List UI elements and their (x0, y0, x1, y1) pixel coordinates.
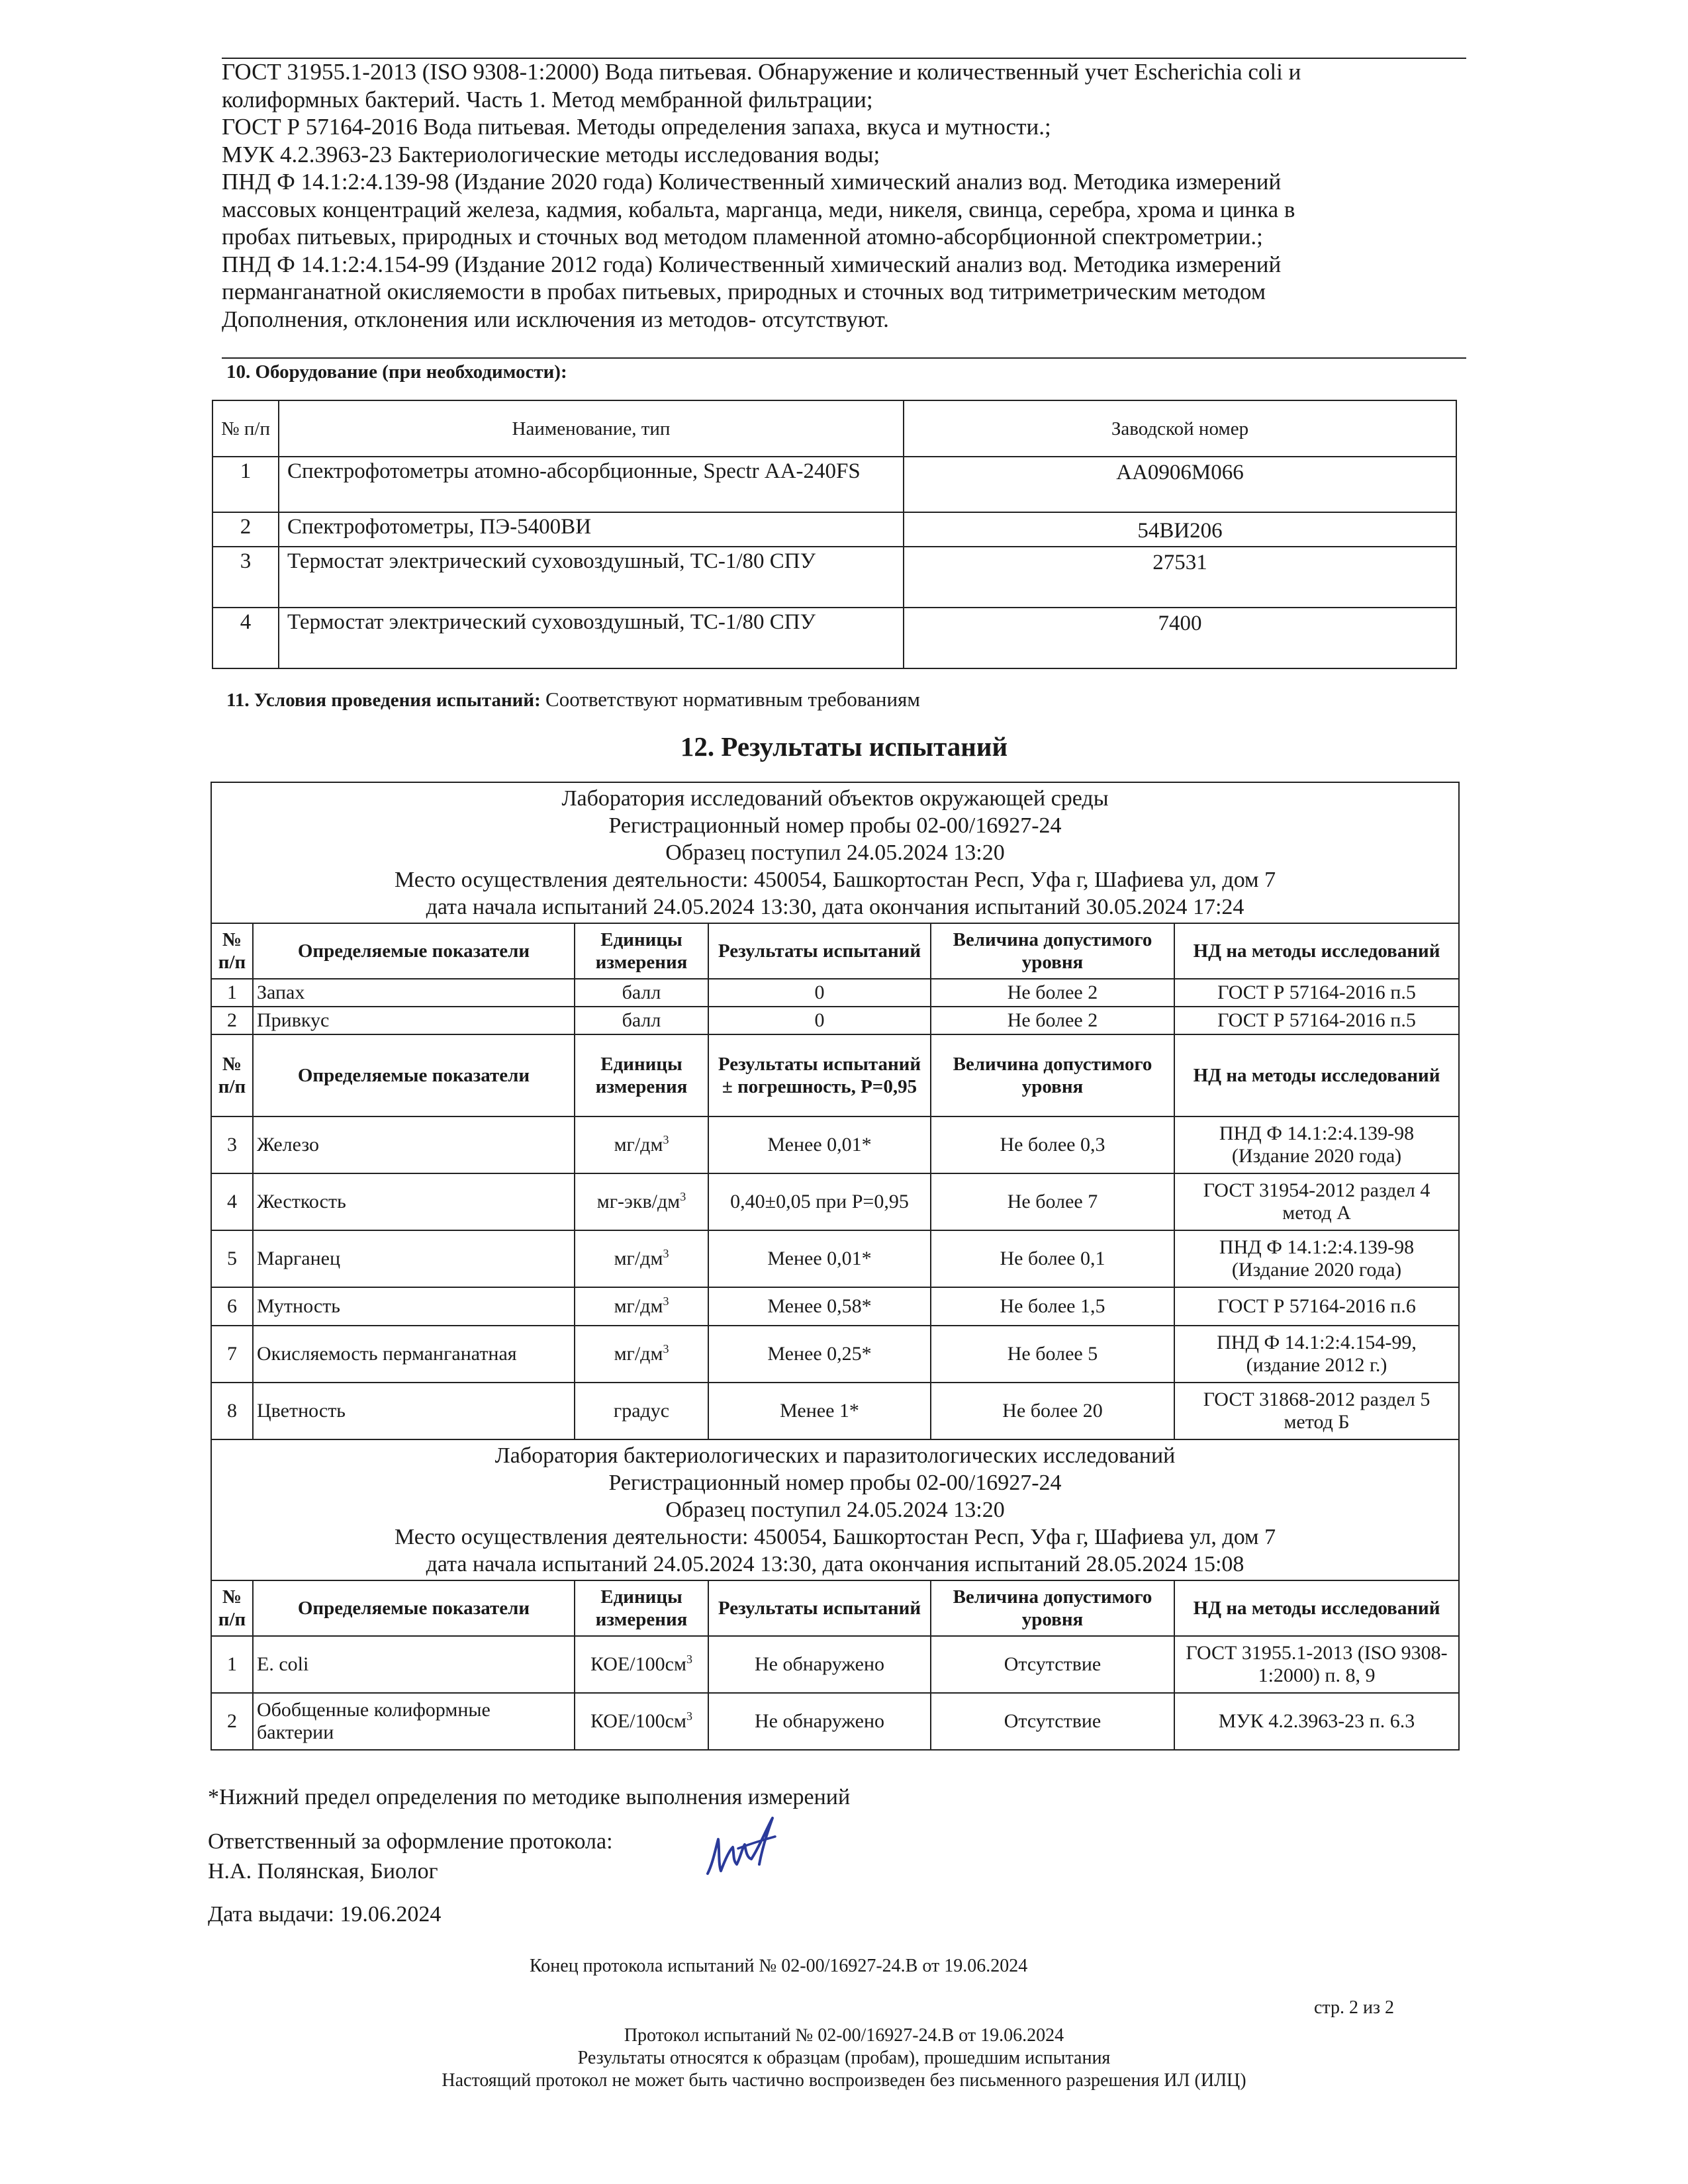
row-num: 2 (211, 1693, 253, 1750)
header-indicator: Определяемые показатели (253, 1580, 575, 1636)
header-units: Единицы измерения (575, 923, 708, 979)
row-unit (575, 1326, 708, 1383)
row-num: 8 (211, 1383, 253, 1439)
table-row (211, 1287, 1459, 1326)
footnote: *Нижний предел определения по методике выполнения измерений (208, 1785, 851, 1809)
row-result: Менее 0,01* (708, 1230, 931, 1287)
equipment-header-row (212, 400, 1456, 457)
row-limit: Не более 20 (931, 1383, 1174, 1439)
row-num: 1 (211, 1636, 253, 1693)
table-row (211, 1693, 1459, 1750)
row-unit (575, 1636, 708, 1693)
row-method: ГОСТ Р 57164-2016 п.5 (1174, 979, 1459, 1007)
equipment-num: 2 (212, 512, 279, 547)
row-method: ГОСТ Р 57164-2016 п.5 (1174, 1007, 1459, 1034)
footer-line: Результаты относятся к образцам (пробам), прошедшим испытания (577, 2048, 1111, 2068)
footer-line: Настоящий протокол не может быть частично воспроизведен без письменного разрешения ИЛ (ИЛЦ) (442, 2070, 1246, 2091)
row-result: Менее 1* (708, 1383, 931, 1439)
col-num-header: № п/п (212, 400, 279, 457)
table-row (211, 1636, 1459, 1693)
row-indicator: Цветность (253, 1383, 575, 1439)
row-result: Менее 0,01* (708, 1116, 931, 1173)
row-num: 1 (211, 979, 253, 1007)
equipment-name: Спектрофотометры атомно-абсорбционные, Spectr АА-240FS (279, 457, 904, 512)
row-num: 2 (211, 1007, 253, 1034)
methods-line: МУК 4.2.3963-23 Бактериологические методы исследования воды; (222, 141, 880, 167)
table-row (211, 979, 1459, 1007)
header-row (211, 1034, 1459, 1116)
header-num: № п/п (211, 1034, 253, 1116)
header-limit: Величина допустимого уровня (931, 1580, 1174, 1636)
header-indicator: Определяемые показатели (253, 923, 575, 979)
equipment-row (212, 608, 1456, 668)
row-result: Не обнаружено (708, 1693, 931, 1750)
row-indicator: Мутность (253, 1287, 575, 1326)
header-result: Результаты испытаний (708, 1580, 931, 1636)
unit-exponent: 3 (663, 1247, 669, 1260)
unit-exponent: 3 (663, 1133, 669, 1146)
results-table (211, 782, 1460, 1751)
row-result: Менее 0,58* (708, 1287, 931, 1326)
signature (698, 1810, 784, 1883)
table-row (211, 1007, 1459, 1034)
row-result: Менее 0,25* (708, 1326, 931, 1383)
header-num: № п/п (211, 923, 253, 979)
row-limit: Не более 1,5 (931, 1287, 1174, 1326)
protocol-end: Конец протокола испытаний № 02-00/16927-24.В от 19.06.2024 (530, 1956, 1028, 1976)
lab1-place: Место осуществления деятельности: 450054, Башкортостан Респ, Уфа г, Шафиева ул, дом 7 (394, 868, 1276, 892)
row-limit: Не более 5 (931, 1326, 1174, 1383)
unit-text: КОЕ/100см (590, 1653, 686, 1675)
header-num: № п/п (211, 1580, 253, 1636)
col-serial-header: Заводской номер (904, 400, 1456, 457)
unit-text: мг/дм (614, 1248, 663, 1269)
lab2-dates: дата начала испытаний 24.05.2024 13:30, дата окончания испытаний 28.05.2024 15:08 (426, 1552, 1244, 1576)
methods-line: Дополнения, отклонения или исключения из методов- отсутствуют. (222, 306, 889, 332)
row-method: ГОСТ 31868-2012 раздел 5 метод Б (1174, 1383, 1459, 1439)
equipment-serial: 27531 (904, 547, 1456, 608)
row-method: ГОСТ Р 57164-2016 п.6 (1174, 1287, 1459, 1326)
row-num: 7 (211, 1326, 253, 1383)
page-number: стр. 2 из 2 (1314, 1997, 1395, 2018)
row-method: ГОСТ 31955.1-2013 (ISO 9308-1:2000) п. 8, 9 (1174, 1636, 1459, 1693)
lab2-info-row (211, 1439, 1459, 1580)
row-num: 3 (211, 1116, 253, 1173)
row-method: ПНД Ф 14.1:2:4.154-99, (издание 2012 г.) (1174, 1326, 1459, 1383)
row-method: ПНД Ф 14.1:2:4.139-98 (Издание 2020 года) (1174, 1116, 1459, 1173)
methods-line: ГОСТ Р 57164-2016 Вода питьевая. Методы определения запаха, вкуса и мутности.; (222, 114, 1051, 140)
col-name-header: Наименование, тип (279, 400, 904, 457)
row-unit (575, 1116, 708, 1173)
lab1-dates: дата начала испытаний 24.05.2024 13:30, дата окончания испытаний 30.05.2024 17:24 (426, 895, 1244, 919)
unit-text: мг/дм (614, 1295, 663, 1317)
row-indicator: Окисляемость перманганатная (253, 1326, 575, 1383)
row-result: Не обнаружено (708, 1636, 931, 1693)
lab2-place: Место осуществления деятельности: 450054, Башкортостан Респ, Уфа г, Шафиева ул, дом 7 (394, 1525, 1276, 1549)
methods-line: перманганатной окисляемости в пробах питьевых, природных и сточных вод титриметрическим методом (222, 279, 1266, 304)
lab1-info-row (211, 782, 1459, 923)
lab1-info (211, 782, 1459, 923)
unit-exponent: 3 (663, 1295, 669, 1308)
equipment-row (212, 512, 1456, 547)
equipment-name: Термостат электрический суховоздушный, ТС-1/80 СПУ (279, 547, 904, 608)
row-num: 6 (211, 1287, 253, 1326)
unit-exponent: 3 (663, 1342, 669, 1355)
equipment-heading: 10. Оборудование (при необходимости): (226, 361, 567, 383)
header-units: Единицы измерения (575, 1034, 708, 1116)
row-result: 0,40±0,05 при P=0,95 (708, 1173, 931, 1230)
row-unit: балл (575, 1007, 708, 1034)
footer-line: Протокол испытаний № 02-00/16927-24.В от 19.06.2024 (624, 2025, 1064, 2046)
unit-text: мг/дм (614, 1134, 663, 1156)
table-row (211, 1326, 1459, 1383)
lab2-received: Образец поступил 24.05.2024 13:20 (665, 1498, 1005, 1522)
row-indicator: Обобщенные колиформные бактерии (253, 1693, 575, 1750)
header-indicator: Определяемые показатели (253, 1034, 575, 1116)
equipment-serial: 7400 (904, 608, 1456, 668)
header-method: НД на методы исследований (1174, 1580, 1459, 1636)
unit-exponent: 3 (686, 1709, 692, 1723)
table-row (211, 1230, 1459, 1287)
row-unit: градус (575, 1383, 708, 1439)
methods-line: массовых концентраций железа, кадмия, кобальта, марганца, меди, никеля, свинца, серебра, хрома и цинка в (222, 196, 1295, 222)
responsible-name: Н.А. Полянская, Биолог (208, 1859, 438, 1884)
methods-line: ГОСТ 31955.1-2013 (ISO 9308-1:2000) Вода питьевая. Обнаружение и количественный учет Escherichia coli и (222, 59, 1301, 85)
methods-line: пробах питьевых, природных и сточных вод методом пламенной атомно-абсорбционной спектрометрии.; (222, 224, 1263, 250)
equipment-row (212, 547, 1456, 608)
responsible-label: Ответственный за оформление протокола: (208, 1829, 613, 1854)
table-row (211, 1116, 1459, 1173)
row-indicator: E. coli (253, 1636, 575, 1693)
row-indicator: Привкус (253, 1007, 575, 1034)
header-row (211, 923, 1459, 979)
table-row (211, 1383, 1459, 1439)
row-result: 0 (708, 1007, 931, 1034)
header-result: Результаты испытаний (708, 923, 931, 979)
row-unit (575, 1173, 708, 1230)
lab1-name: Лаборатория исследований объектов окружающей среды (561, 786, 1109, 811)
header-row (211, 1580, 1459, 1636)
methods-line: колиформных бактерий. Часть 1. Метод мембранной фильтрации; (222, 86, 873, 113)
row-limit: Не более 0,3 (931, 1116, 1174, 1173)
methods-line: ПНД Ф 14.1:2:4.154-99 (Издание 2012 года) Количественный химический анализ вод. Методика измерений (222, 251, 1282, 277)
row-method: МУК 4.2.3963-23 п. 6.3 (1174, 1693, 1459, 1750)
row-num: 4 (211, 1173, 253, 1230)
row-limit: Отсутствие (931, 1636, 1174, 1693)
row-method: ГОСТ 31954-2012 раздел 4 метод А (1174, 1173, 1459, 1230)
row-indicator: Марганец (253, 1230, 575, 1287)
equipment-num: 1 (212, 457, 279, 512)
equipment-name: Термостат электрический суховоздушный, ТС-1/80 СПУ (279, 608, 904, 668)
row-unit (575, 1230, 708, 1287)
equipment-serial: 54ВИ206 (904, 512, 1456, 547)
row-unit (575, 1287, 708, 1326)
lab1-reg: Регистрационный номер пробы 02-00/16927-24 (608, 813, 1062, 838)
unit-text: мг-экв/дм (596, 1191, 680, 1212)
conditions (226, 688, 920, 711)
header-method: НД на методы исследований (1174, 923, 1459, 979)
lab2-reg: Регистрационный номер пробы 02-00/16927-24 (608, 1471, 1062, 1495)
row-unit (575, 1693, 708, 1750)
row-limit: Не более 7 (931, 1173, 1174, 1230)
equipment-serial: AA0906M066 (904, 457, 1456, 512)
equipment-table (212, 400, 1457, 669)
conditions-label: 11. Условия проведения испытаний: (226, 690, 541, 711)
methods-line: ПНД Ф 14.1:2:4.139-98 (Издание 2020 года) Количественный химический анализ вод. Методика измерений (222, 169, 1282, 195)
equipment-row (212, 457, 1456, 512)
row-limit: Не более 2 (931, 1007, 1174, 1034)
methods-bottom-rule (222, 357, 1466, 359)
row-result: 0 (708, 979, 931, 1007)
header-method: НД на методы исследований (1174, 1034, 1459, 1116)
equipment-num: 3 (212, 547, 279, 608)
conditions-value: Соответствуют нормативным требованиям (545, 688, 920, 711)
unit-exponent: 3 (680, 1190, 686, 1203)
equipment-name: Спектрофотометры, ПЭ-5400ВИ (279, 512, 904, 547)
row-unit: балл (575, 979, 708, 1007)
row-num: 5 (211, 1230, 253, 1287)
results-title: 12. Результаты испытаний (680, 731, 1008, 762)
header-limit: Величина допустимого уровня (931, 1034, 1174, 1116)
header-limit: Величина допустимого уровня (931, 923, 1174, 979)
table-row (211, 1173, 1459, 1230)
row-limit: Отсутствие (931, 1693, 1174, 1750)
equipment-num: 4 (212, 608, 279, 668)
unit-exponent: 3 (686, 1653, 692, 1666)
unit-text: мг/дм (614, 1343, 663, 1365)
issue-date: Дата выдачи: 19.06.2024 (208, 1902, 442, 1927)
row-indicator: Жесткость (253, 1173, 575, 1230)
row-method: ПНД Ф 14.1:2:4.139-98 (Издание 2020 года) (1174, 1230, 1459, 1287)
row-limit: Не более 2 (931, 979, 1174, 1007)
row-limit: Не более 0,1 (931, 1230, 1174, 1287)
row-indicator: Железо (253, 1116, 575, 1173)
header-result-error: Результаты испытаний ± погрешность, P=0,95 (708, 1034, 931, 1116)
header-units: Единицы измерения (575, 1580, 708, 1636)
row-indicator: Запах (253, 979, 575, 1007)
unit-text: КОЕ/100см (590, 1710, 686, 1732)
lab2-name: Лаборатория бактериологических и паразитологических исследований (494, 1443, 1176, 1468)
lab2-info (211, 1439, 1459, 1580)
lab1-received: Образец поступил 24.05.2024 13:20 (665, 841, 1005, 865)
methods-list (222, 58, 1466, 333)
